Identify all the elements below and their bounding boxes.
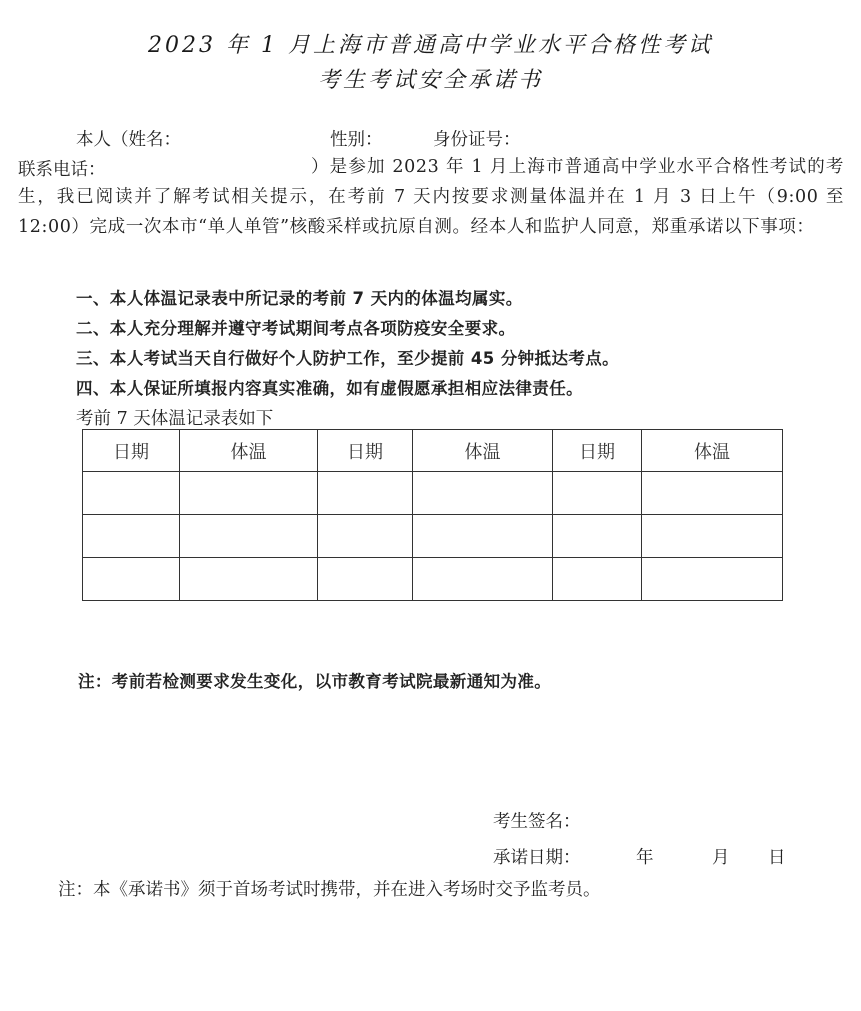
header-date: 日期: [318, 430, 413, 472]
id-number-label: 身份证号：: [433, 130, 521, 150]
date-label: 承诺日期：: [493, 848, 581, 868]
temperature-cell[interactable]: [413, 472, 553, 515]
footer-note: 注：本《承诺书》须于首场考试时携带，并在进入考场时交予监考员。: [58, 880, 601, 900]
header-date: 日期: [553, 430, 642, 472]
temperature-cell[interactable]: [413, 515, 553, 558]
date-cell[interactable]: [83, 558, 180, 601]
commitment-item: 二、本人充分理解并遵守考试期间考点各项防疫安全要求。: [76, 319, 516, 338]
table-row: [83, 515, 783, 558]
signature-label: 考生签名：: [493, 812, 581, 832]
temperature-cell[interactable]: [180, 472, 318, 515]
table-header-row: [83, 430, 783, 472]
temperature-cell[interactable]: [642, 515, 783, 558]
date-cell[interactable]: [553, 558, 642, 601]
document-title-line1: 2023 年 1 月上海市普通高中学业水平合格性考试: [148, 33, 713, 58]
date-cell[interactable]: [83, 515, 180, 558]
temperature-record-table: [82, 429, 783, 601]
name-label: 本人（姓名：: [76, 130, 181, 150]
commitment-item: 三、本人考试当天自行做好个人防护工作，至少提前 45 分钟抵达考点。: [76, 349, 620, 368]
intro-paragraph: ）是参加 2023 年 1 月上海市普通高中学业水平合格性考试的考生，我已阅读并了解考试相关提示，在考前 7 天内按要求测量体温并在 1 月 3 日上午（9:00 至 12:00）完成一次本市“单人单管”核酸采样或抗原自测。经本人和监护人同意，郑重承诺以下事项：: [18, 157, 844, 237]
document-title-line2: 考生考试安全承诺书: [317, 68, 543, 93]
temperature-cell[interactable]: [180, 515, 318, 558]
temperature-cell[interactable]: [642, 472, 783, 515]
date-cell[interactable]: [553, 472, 642, 515]
header-temperature: 体温: [413, 430, 553, 472]
temperature-cell[interactable]: [642, 558, 783, 601]
temperature-cell[interactable]: [413, 558, 553, 601]
phone-label: 联系电话：: [18, 160, 106, 180]
commitment-item: 四、本人保证所填报内容真实准确，如有虚假愿承担相应法律责任。: [76, 379, 583, 398]
temperature-cell[interactable]: [180, 558, 318, 601]
date-cell[interactable]: [318, 472, 413, 515]
table-row: [83, 558, 783, 601]
header-date: 日期: [83, 430, 180, 472]
table-caption: 考前 7 天体温记录表如下: [76, 409, 274, 429]
header-temperature: 体温: [642, 430, 783, 472]
date-cell[interactable]: [318, 515, 413, 558]
gender-label: 性别：: [330, 130, 383, 150]
date-month: 月: [712, 848, 730, 868]
header-temperature: 体温: [180, 430, 318, 472]
commitment-item: 一、本人体温记录表中所记录的考前 7 天内的体温均属实。: [76, 289, 523, 308]
date-year: 年: [636, 848, 654, 868]
date-cell[interactable]: [83, 472, 180, 515]
date-cell[interactable]: [318, 558, 413, 601]
date-cell[interactable]: [553, 515, 642, 558]
table-row: [83, 472, 783, 515]
date-day: 日: [768, 848, 786, 868]
change-notice: 注：考前若检测要求发生变化，以市教育考试院最新通知为准。: [78, 672, 552, 691]
